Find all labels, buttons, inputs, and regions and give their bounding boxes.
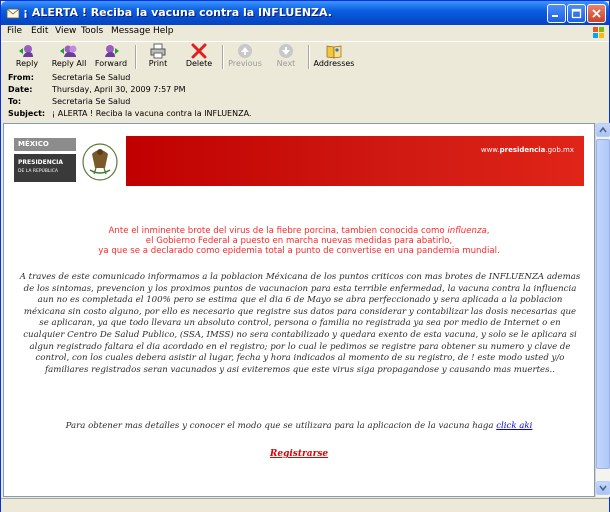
minimize-button[interactable] <box>547 4 566 23</box>
register-line <box>4 449 594 459</box>
alert-line3: ya que se a declarado como epidemia total a punto de convertise en una pandemia mundial. <box>98 246 500 256</box>
banner-republica-text: DE LA REPÚBLICA <box>18 169 58 174</box>
alert-text <box>4 226 594 256</box>
menu-tools[interactable]: Tools <box>81 26 104 36</box>
banner-red-band <box>126 136 584 186</box>
windows-logo-icon <box>592 26 605 39</box>
print-button[interactable] <box>138 42 178 72</box>
banner-url-bold: presidencia <box>499 146 546 154</box>
alert-line2: el Gobierno Federal a puesto en marcha nuevas medidas para abatirlo, <box>145 236 453 246</box>
banner-presidencia-text: PRESIDENCIA <box>18 159 64 166</box>
coat-of-arms-icon <box>80 140 120 182</box>
message-headers <box>1 72 609 122</box>
close-button[interactable] <box>587 4 606 23</box>
body-paragraph: A traves de este comunicado informamos a la poblacion Méxicana de los puntos criticos con mas brotes de INFLUENZA ademas de los sintomas, prevencion y los proximos puntos de vacunacion para esta terrible enfermedad, la vacuna contra la influencia aun no es completada el 100% pero se estima que el dia 6 de Mayo se abra perfeccionado y sera aplicada a la poblacion méxicana sin costo alguno, por ello es necesario que registre sus datos para considerar y contabilizar las dosis necesarias que se aplicaran, ya que todo llevara un absoluto control, persona o familia no registrada ya sea por medio de Internet o en cualquier Centro De Salud Publico, (SSA, IMSS) no sera contabilizado y quedara exento de esta vacuna, y solo se le aplicara si algun registrado faltara el dia acordado en el registro; por lo cual le pedimos se registre para obtener su numero y clave de control, con los cuales debera asistir al lugar, fecha y hora indicados al momento de su registro, de ! este modo usted y/o familiares registrados seran vacunados y asi eviteremos que este virus siga propagandose y causando mas muertes.. <box>19 272 581 375</box>
toolbar <box>1 41 609 73</box>
banner-url-prefix: www. <box>480 146 500 154</box>
reply-button[interactable] <box>7 42 47 72</box>
info-line <box>4 421 594 431</box>
toolbar-separator <box>135 45 137 69</box>
banner-mexico: MÉXICO <box>14 138 76 151</box>
to-label: To: <box>8 97 22 106</box>
from-value: Secretaria Se Salud <box>52 73 131 82</box>
menu-edit[interactable]: Edit <box>31 26 49 36</box>
previous-label: Previous <box>228 59 262 68</box>
date-value: Thursday, April 30, 2009 7:57 PM <box>52 85 186 94</box>
reply-all-button[interactable] <box>49 42 89 72</box>
scroll-up-button[interactable] <box>596 123 610 137</box>
banner-presidencia <box>14 154 76 182</box>
from-label: From: <box>8 73 34 82</box>
addresses-label: Addresses <box>313 59 355 68</box>
delete-button[interactable] <box>179 42 219 72</box>
next-label: Next <box>276 59 296 68</box>
toolbar-separator <box>308 45 310 69</box>
close-icon <box>591 8 602 19</box>
next-icon <box>277 43 295 59</box>
banner-url-suffix: .gob.mx <box>545 146 574 154</box>
address-book-icon <box>325 43 343 59</box>
to-value: Secretaria Se Salud <box>52 97 131 106</box>
banner-url <box>481 146 574 154</box>
click-here-link[interactable]: click aki <box>496 421 533 431</box>
scroll-down-button[interactable] <box>596 481 610 495</box>
forward-button[interactable] <box>91 42 131 72</box>
next-button[interactable] <box>266 42 306 72</box>
scroll-thumb[interactable] <box>596 139 610 469</box>
status-bar <box>1 498 609 512</box>
window-title: ¡ ALERTA ! Reciba la vacuna contra la INFLUENZA. <box>23 6 332 19</box>
previous-icon <box>236 43 254 59</box>
forward-icon <box>102 43 120 59</box>
menu-file[interactable]: File <box>7 26 23 36</box>
addresses-button[interactable] <box>312 42 356 72</box>
subject-label: Subject: <box>8 109 46 118</box>
reply-all-label: Reply All <box>51 59 87 68</box>
info-text: Para obtener mas detalles y conocer el modo que se utilizara para la aplicacion de la vacuna haga <box>65 421 497 431</box>
reply-label: Reply <box>15 59 39 68</box>
delete-icon <box>190 43 208 59</box>
alert-line1-b: , <box>486 226 490 236</box>
previous-button[interactable] <box>225 42 265 72</box>
delete-label: Delete <box>185 59 213 68</box>
maximize-button[interactable] <box>567 4 586 23</box>
envelope-icon <box>6 6 20 20</box>
register-link[interactable]: Registrarse <box>269 449 329 459</box>
print-label: Print <box>148 59 168 68</box>
banner-logo-block <box>14 136 76 186</box>
subject-value: ¡ ALERTA ! Reciba la vacuna contra la INFLUENZA. <box>52 109 252 118</box>
scroll-down-icon <box>597 482 609 494</box>
menu-bar <box>1 25 609 41</box>
reply-icon <box>18 43 36 59</box>
reply-all-icon <box>59 43 79 59</box>
menu-message[interactable]: Message <box>111 26 151 36</box>
toolbar-separator <box>222 45 224 69</box>
vertical-scrollbar[interactable] <box>595 123 610 497</box>
menu-help[interactable]: Help <box>153 26 174 36</box>
maximize-icon <box>571 8 582 19</box>
alert-line1-a: Ante el inminente brote del virus de la fiebre porcina, tambien conocida como <box>108 226 448 236</box>
title-bar[interactable] <box>1 1 609 25</box>
menu-view[interactable]: View <box>55 26 77 36</box>
scroll-up-icon <box>597 124 609 136</box>
minimize-icon <box>551 8 562 19</box>
banner <box>14 136 584 186</box>
date-label: Date: <box>8 85 33 94</box>
message-body[interactable] <box>3 123 595 497</box>
alert-line1-emphasis: influenza <box>447 226 487 236</box>
printer-icon <box>149 43 167 59</box>
forward-label: Forward <box>94 59 128 68</box>
